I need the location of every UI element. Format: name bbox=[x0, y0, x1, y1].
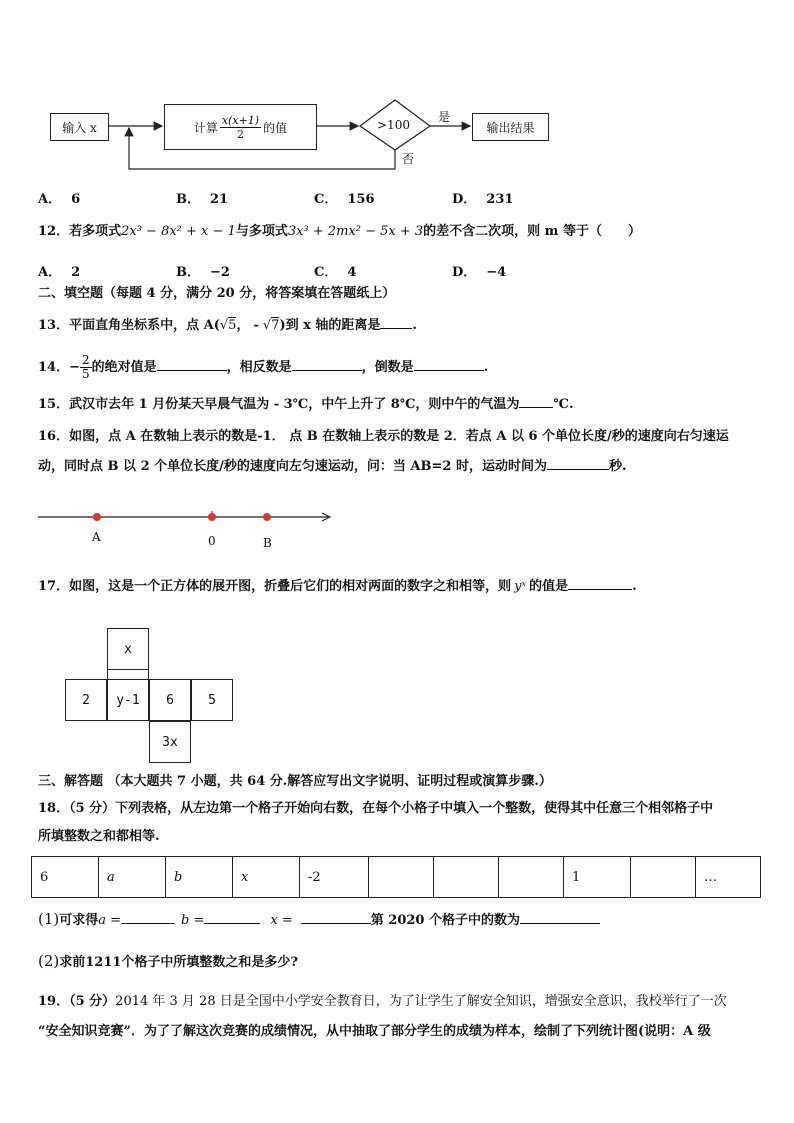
question-13: 13．平面直角坐标系中，点 A(√5， - √7)到 x 轴的距离是 . bbox=[38, 318, 417, 333]
compute-prefix: 计算 bbox=[193, 120, 218, 135]
question-18-part-1: (1)可求得a = b = x = 第 2020 个格子中的数为 bbox=[38, 910, 600, 930]
grid-cell: a bbox=[99, 857, 166, 898]
net-cell-row-3: 6 bbox=[149, 679, 191, 721]
q11-option-b: B． 21 bbox=[176, 192, 229, 207]
grid-cell: b bbox=[166, 857, 233, 898]
point-o-label: 0 bbox=[208, 534, 216, 548]
net-cell-row-4: 5 bbox=[191, 679, 233, 721]
compute-numerator: x(x+1) bbox=[221, 113, 260, 127]
question-14: 14．− $\frac{2}{5}$ 的绝对值是 ，相反数是 ，倒数是 . bbox=[38, 353, 489, 381]
input-label: 输入 x bbox=[62, 120, 97, 135]
compute-fraction bbox=[220, 114, 261, 141]
yes-label: 是 bbox=[438, 110, 451, 124]
net-cell-row-2: y-1 bbox=[107, 679, 149, 721]
flowchart bbox=[0, 0, 794, 180]
point-b-label: B bbox=[263, 536, 272, 550]
grid-cell bbox=[369, 857, 434, 898]
question-17: 17．如图，这是一个正方体的展开图，折叠后它们的相对两面的数字之和相等，则 yˣ 的值是 . bbox=[38, 579, 637, 594]
net-cell-row-1: 2 bbox=[65, 679, 107, 721]
section-2-heading: 二、填空题（每题 4 分，满分 20 分，将答案填在答题纸上） bbox=[38, 286, 396, 301]
input-box bbox=[50, 113, 109, 141]
q11-option-c: C． 156 bbox=[314, 192, 375, 207]
question-16-line-1: 16．如图，点 A 在数轴上表示的数是-1． 点 B 在数轴上表示的数是 2．若点 A 以 6 个单位长度/秒的速度向右匀速运 bbox=[38, 429, 729, 444]
section-3-heading: 三、解答题 （本大题共 7 小题，共 64 分.解答应写出文字说明、证明过程或演算步骤.） bbox=[38, 774, 552, 789]
net-cell-bottom: 3x bbox=[149, 721, 191, 763]
net-cell-top: x bbox=[107, 628, 149, 670]
point-a-label: A bbox=[92, 530, 101, 544]
question-18-line-1: 18．（5 分）下列表格，从左边第一个格子开始向右数，在每个小格子中填入一个整数，使得其中任意三个相邻格子中 bbox=[38, 801, 714, 816]
q12-poly1: 2x³ − 8x² + x − 1 bbox=[121, 224, 236, 239]
q17-answer-blank[interactable] bbox=[568, 577, 632, 590]
point-o-dot bbox=[208, 513, 216, 521]
compute-denominator: 2 bbox=[237, 127, 244, 141]
q18-2020-blank[interactable] bbox=[520, 911, 600, 924]
q12-option-c: C． 4 bbox=[314, 265, 357, 280]
point-a-dot bbox=[93, 513, 101, 521]
number-line bbox=[0, 500, 400, 560]
point-b-dot bbox=[263, 513, 271, 521]
question-12: 12．若多项式2x³ − 8x² + x − 1与多项式3x³ + 2mx² − 5x + 3的差不含二次项，则 m 等于（ ） bbox=[38, 224, 641, 239]
question-18-part-2: (2)求前1211个格子中所填整数之和是多少? bbox=[38, 952, 299, 970]
q12-poly2: 3x³ + 2mx² − 5x + 3 bbox=[287, 224, 424, 239]
q18-x-blank[interactable] bbox=[301, 911, 371, 924]
grid-cell: 1 bbox=[564, 857, 631, 898]
compute-suffix: 的值 bbox=[263, 120, 288, 135]
grid-cell bbox=[631, 857, 696, 898]
grid-cell: … bbox=[696, 857, 761, 898]
grid-cell: x bbox=[233, 857, 300, 898]
output-label: 输出结果 bbox=[486, 120, 535, 135]
grid-cell bbox=[499, 857, 564, 898]
question-15: 15．武汉市去年 1 月份某天早晨气温为 - 3℃，中午上升了 8℃，则中午的气温为 ℃. bbox=[38, 397, 574, 412]
no-label: 否 bbox=[402, 152, 415, 166]
flowchart-connectors bbox=[0, 0, 794, 180]
q18-a-blank[interactable] bbox=[121, 911, 175, 924]
q14-opposite-blank[interactable] bbox=[292, 358, 362, 371]
output-box bbox=[472, 113, 549, 141]
question-19-line-2: “安全知识竞赛”．为了了解这次竞赛的成绩情况，从中抽取了部分学生的成绩为样本，绘制了下列统计图(说明：A 级 bbox=[38, 1024, 711, 1039]
q14-abs-blank[interactable] bbox=[157, 358, 227, 371]
q18-number-grid bbox=[31, 856, 761, 898]
compute-box bbox=[164, 104, 317, 150]
q18-b-blank[interactable] bbox=[204, 911, 260, 924]
question-18-line-2: 所填整数之和都相等. bbox=[38, 829, 160, 844]
q16-answer-blank[interactable] bbox=[547, 457, 609, 470]
net-connector-top bbox=[107, 669, 149, 679]
question-19-line-1: 19．（5 分）2014 年 3 月 28 日是全国中小学安全教育日，为了让学生了解安全知识，增强安全意识，我校举行了一次 bbox=[38, 994, 727, 1009]
q14-reciprocal-blank[interactable] bbox=[414, 358, 484, 371]
decision-label: >100 bbox=[377, 118, 410, 132]
q12-option-d: D． −4 bbox=[452, 265, 507, 280]
q12-option-b: B． −2 bbox=[176, 265, 230, 280]
q11-option-d: D． 231 bbox=[452, 192, 514, 207]
number-line-figure bbox=[0, 500, 400, 560]
q13-answer-blank[interactable] bbox=[380, 316, 412, 329]
question-16-line-2: 动，同时点 B 以 2 个单位长度/秒的速度向左匀速运动，问：当 AB=2 时，运动时间为 秒. bbox=[38, 459, 627, 474]
grid-cell bbox=[434, 857, 499, 898]
grid-cell: 6 bbox=[32, 857, 99, 898]
q15-answer-blank[interactable] bbox=[519, 395, 553, 408]
q12-option-a: A． 2 bbox=[38, 265, 81, 280]
q11-option-a: A． 6 bbox=[38, 192, 81, 207]
q14-fraction: $\frac{2}{5}$ bbox=[82, 353, 90, 381]
grid-cell: -2 bbox=[300, 857, 369, 898]
